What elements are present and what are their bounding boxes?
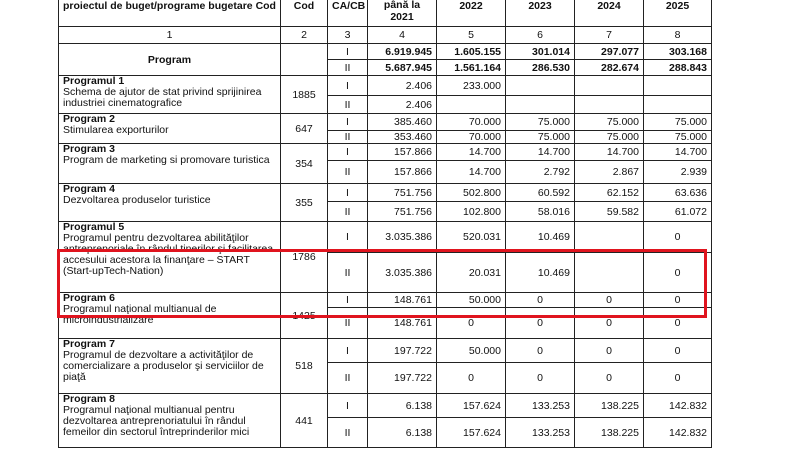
program-value: 14.700: [506, 144, 575, 161]
program-title: Programul 5: [63, 221, 125, 233]
program-value: 63.636: [644, 184, 712, 202]
program-description: Schema de ajutor de stat privind sprijinirea industriei cinematografice: [63, 86, 262, 109]
program-code: 441: [281, 394, 328, 448]
col-number: 4: [368, 27, 437, 44]
header-2022: 2022: [437, 0, 506, 27]
program-row: [59, 339, 712, 363]
program-description: Stimularea exporturilor: [63, 124, 169, 136]
total-value: 301.014: [506, 44, 575, 60]
col-number: 2: [281, 27, 328, 44]
program-value: 0: [506, 293, 575, 308]
program-row: [59, 114, 712, 131]
program-value: 6.138: [368, 394, 437, 418]
program-value: 75.000: [506, 131, 575, 144]
program-value: 2.939: [644, 161, 712, 184]
total-value: 303.168: [644, 44, 712, 60]
program-row: [59, 293, 712, 308]
program-value: [506, 96, 575, 114]
program-value: 233.000: [437, 76, 506, 96]
program-value: 148.761: [368, 308, 437, 339]
program-row: [59, 394, 712, 418]
header-code: Cod: [281, 0, 328, 27]
program-type: I: [328, 293, 368, 308]
header-2024: 2024: [575, 0, 644, 27]
program-value: 502.800: [437, 184, 506, 202]
col-number: 3: [328, 27, 368, 44]
total-value: 297.077: [575, 44, 644, 60]
program-code: 1425: [281, 293, 328, 339]
program-code: 518: [281, 339, 328, 394]
program-value: 2.406: [368, 96, 437, 114]
program-description: Dezvoltarea produselor turistice: [63, 194, 211, 206]
program-name-cell: [59, 144, 281, 184]
program-value: 142.832: [644, 418, 712, 448]
program-value: 50.000: [437, 339, 506, 363]
program-value: [575, 253, 644, 293]
col-number: 1: [59, 27, 281, 44]
program-value: 75.000: [575, 131, 644, 144]
program-value: 2.406: [368, 76, 437, 96]
program-value: 60.592: [506, 184, 575, 202]
program-value: 20.031: [437, 253, 506, 293]
program-title: Program 8: [63, 393, 115, 405]
header-program-name: [59, 0, 281, 27]
col-number: 8: [644, 27, 712, 44]
program-value: [437, 96, 506, 114]
program-value: 59.582: [575, 202, 644, 222]
program-value: 138.225: [575, 418, 644, 448]
total-type: I: [328, 44, 368, 60]
program-type: II: [328, 202, 368, 222]
program-code: 1885: [281, 76, 328, 114]
program-value: 75.000: [644, 114, 712, 131]
program-description: Programul pentru dezvoltarea abilităţilor antreprenoriale în rândul tinerilor şi facilitarea accesului acestora la finanţare – START (Start-upTech-Nation): [63, 232, 274, 277]
program-value: 0: [644, 293, 712, 308]
total-label: Program: [59, 44, 281, 76]
program-value: 10.469: [506, 222, 575, 253]
program-value: 197.722: [368, 363, 437, 394]
program-value: 70.000: [437, 131, 506, 144]
header-2025: 2025: [644, 0, 712, 27]
program-type: I: [328, 184, 368, 202]
header-until-2021: până la 2021: [368, 0, 437, 27]
program-value: 0: [575, 363, 644, 394]
program-value: 61.072: [644, 202, 712, 222]
table-body: [59, 0, 712, 448]
program-value: 148.761: [368, 293, 437, 308]
program-value: 142.832: [644, 394, 712, 418]
program-value: 157.624: [437, 418, 506, 448]
col-number: 6: [506, 27, 575, 44]
program-value: 157.624: [437, 394, 506, 418]
program-value: 0: [644, 308, 712, 339]
program-type: II: [328, 253, 368, 293]
program-value: 0: [575, 293, 644, 308]
program-type: I: [328, 394, 368, 418]
program-value: 58.016: [506, 202, 575, 222]
program-description: Programul naţional multianual de microindustrializare: [63, 303, 217, 326]
col-number: 5: [437, 27, 506, 44]
program-row: [59, 144, 712, 161]
program-value: 751.756: [368, 184, 437, 202]
program-value: 2.792: [506, 161, 575, 184]
numbering-row: [59, 27, 712, 44]
program-type: I: [328, 222, 368, 253]
program-value: 6.138: [368, 418, 437, 448]
program-name-cell: [59, 339, 281, 394]
total-code: [281, 44, 328, 76]
total-value: 1.561.164: [437, 60, 506, 76]
program-description: Program de marketing si promovare turistica: [63, 154, 270, 166]
program-value: 0: [644, 339, 712, 363]
program-value: [506, 76, 575, 96]
program-title: Program 7: [63, 338, 115, 350]
program-code: 355: [281, 184, 328, 222]
total-value: 6.919.945: [368, 44, 437, 60]
total-value: 288.843: [644, 60, 712, 76]
program-value: 0: [575, 308, 644, 339]
header-ca-cb: CA/CB: [328, 0, 368, 27]
program-value: 14.700: [437, 144, 506, 161]
total-row: [59, 44, 712, 60]
header-text-code: Cod: [255, 0, 276, 12]
program-title: Program 2: [63, 113, 115, 125]
program-value: 14.700: [644, 144, 712, 161]
program-value: 751.756: [368, 202, 437, 222]
program-value: 0: [644, 222, 712, 253]
program-value: 0: [437, 363, 506, 394]
program-value: 3.035.386: [368, 222, 437, 253]
budget-table: [58, 0, 712, 448]
program-value: 75.000: [506, 114, 575, 131]
program-description: Programul naţional multianual pentru dezvoltarea antreprenoriatului în rândul femeilor din sectorul întreprinderilor mici: [63, 404, 250, 438]
program-value: 157.866: [368, 161, 437, 184]
program-name-cell: [59, 394, 281, 448]
program-value: [575, 222, 644, 253]
program-value: 520.031: [437, 222, 506, 253]
program-type: I: [328, 144, 368, 161]
program-type: II: [328, 418, 368, 448]
program-value: 10.469: [506, 253, 575, 293]
program-value: 102.800: [437, 202, 506, 222]
program-name-cell: [59, 76, 281, 114]
program-value: 157.866: [368, 144, 437, 161]
header-row: [59, 0, 712, 27]
program-value: 133.253: [506, 394, 575, 418]
program-value: [575, 96, 644, 114]
program-value: [644, 96, 712, 114]
program-row: [59, 222, 712, 253]
program-type: II: [328, 96, 368, 114]
header-text: proiectul de buget/programe bugetare: [63, 0, 253, 12]
program-value: [575, 76, 644, 96]
program-description: Programul de dezvoltare a activităţilor de comercializare a produselor şi serviciilor de piaţă: [63, 349, 264, 383]
program-row: [59, 76, 712, 96]
program-value: 197.722: [368, 339, 437, 363]
program-value: 75.000: [644, 131, 712, 144]
program-row: [59, 184, 712, 202]
total-value: 286.530: [506, 60, 575, 76]
program-name-cell: [59, 114, 281, 144]
program-value: 138.225: [575, 394, 644, 418]
program-value: 0: [506, 308, 575, 339]
program-code: 354: [281, 144, 328, 184]
program-type: I: [328, 339, 368, 363]
total-value: 5.687.945: [368, 60, 437, 76]
program-name-cell: [59, 222, 281, 293]
program-value: 0: [644, 253, 712, 293]
total-value: 282.674: [575, 60, 644, 76]
program-value: 133.253: [506, 418, 575, 448]
program-type: I: [328, 114, 368, 131]
program-value: 385.460: [368, 114, 437, 131]
program-type: II: [328, 161, 368, 184]
program-type: II: [328, 363, 368, 394]
program-value: 0: [437, 308, 506, 339]
total-value: 1.605.155: [437, 44, 506, 60]
program-title: Programul 1: [63, 75, 125, 87]
program-value: 0: [506, 339, 575, 363]
program-value: 62.152: [575, 184, 644, 202]
program-value: 75.000: [575, 114, 644, 131]
program-value: [644, 76, 712, 96]
program-name-cell: [59, 293, 281, 339]
header-2023: 2023: [506, 0, 575, 27]
program-value: 14.700: [575, 144, 644, 161]
program-type: II: [328, 131, 368, 144]
program-value: 50.000: [437, 293, 506, 308]
program-value: 0: [644, 363, 712, 394]
col-number: 7: [575, 27, 644, 44]
program-value: 2.867: [575, 161, 644, 184]
program-value: 0: [575, 339, 644, 363]
program-code: 647: [281, 114, 328, 144]
program-name-cell: [59, 184, 281, 222]
program-title: Program 6: [63, 292, 115, 304]
program-type: II: [328, 308, 368, 339]
program-type: I: [328, 76, 368, 96]
program-value: 70.000: [437, 114, 506, 131]
total-type: II: [328, 60, 368, 76]
program-code: 1786: [281, 222, 328, 293]
program-title: Program 4: [63, 183, 115, 195]
program-value: 353.460: [368, 131, 437, 144]
program-value: 3.035.386: [368, 253, 437, 293]
program-title: Program 3: [63, 143, 115, 155]
program-value: 0: [506, 363, 575, 394]
program-value: 14.700: [437, 161, 506, 184]
